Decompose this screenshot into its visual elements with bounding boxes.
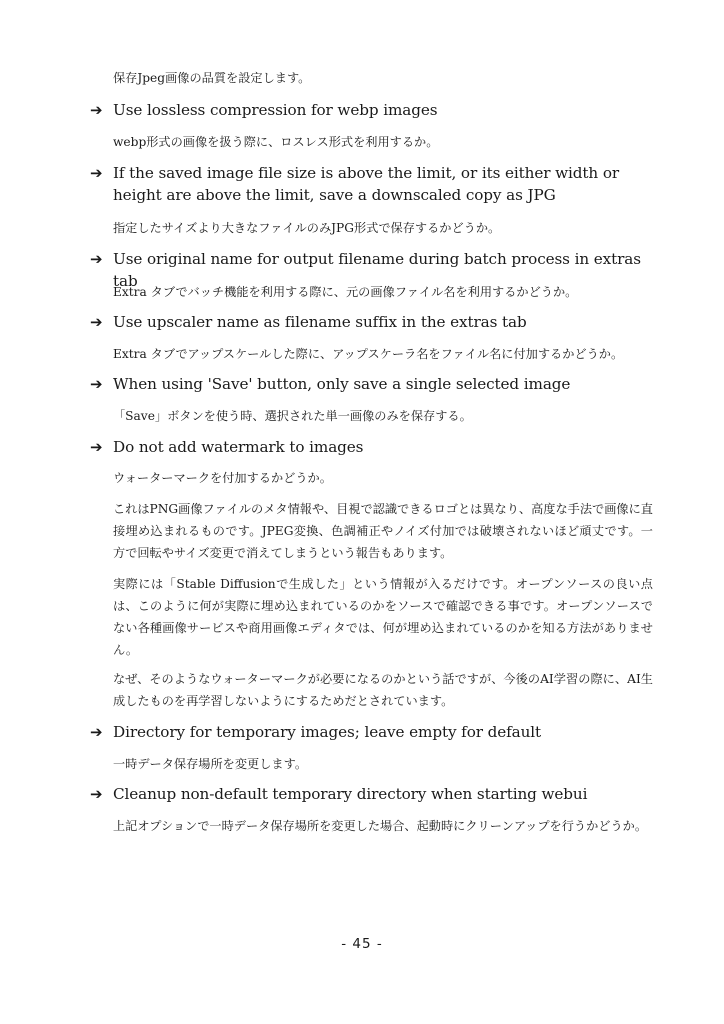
body-paragraph: なぜ、そのようなウォーターマークが必要になるのかという話ですが、今後のAI学習の際に、AI生成したものを再学習しないようにするためだとされています。 bbox=[113, 672, 653, 708]
item-description: 指定したサイズより大きなファイルのみJPG形式で保存するかどうか。 bbox=[113, 221, 501, 235]
item-title: When using 'Save' button, only save a single selected image bbox=[113, 375, 571, 393]
item-title: Use lossless compression for webp images bbox=[113, 101, 438, 119]
arrow-right-icon: ➔ bbox=[90, 438, 103, 456]
item-title: Do not add watermark to images bbox=[113, 438, 364, 456]
item-description: 一時データ保存場所を変更します。 bbox=[113, 757, 308, 771]
item-title: Cleanup non-default temporary directory when starting webui bbox=[113, 785, 588, 803]
intro-text: 保存Jpeg画像の品質を設定します。 bbox=[113, 71, 311, 85]
item-title: Directory for temporary images; leave empty for default bbox=[113, 723, 542, 741]
page-number: - 45 - bbox=[341, 936, 383, 952]
arrow-right-icon: ➔ bbox=[90, 250, 103, 268]
list-item bbox=[90, 436, 655, 458]
arrow-right-icon: ➔ bbox=[90, 101, 103, 119]
list-item bbox=[90, 783, 655, 805]
item-description: 上記オプションで一時データ保存場所を変更した場合、起動時にクリーンアップを行うかどうか。 bbox=[113, 819, 648, 833]
body-paragraph: 実際には「Stable Diffusionで生成した」という情報が入るだけです。オープンソースの良い点は、このように何が実際に埋め込まれているのかをソースで確認できる事です。オープンソースでない各種画像サービスや商用画像エディタでは、何が埋め込まれているのかを知る方法がありません。 bbox=[113, 577, 653, 657]
list-item bbox=[90, 311, 655, 333]
arrow-right-icon: ➔ bbox=[90, 723, 103, 741]
item-title: If the saved image file size is above the limit, or its either width or height are above the limit, save a downscaled copy as JPG bbox=[113, 164, 620, 204]
item-title: Use upscaler name as filename suffix in the extras tab bbox=[113, 313, 527, 331]
list-item bbox=[90, 99, 655, 121]
item-description: Extra タブでバッチ機能を利用する際に、元の画像ファイル名を利用するかどうか。 bbox=[113, 285, 578, 299]
list-item bbox=[90, 721, 655, 743]
body-paragraph: これはPNG画像ファイルのメタ情報や、目視で認識できるロゴとは異なり、高度な手法で画像に直接埋め込まれるものです。JPEG変換、色調補正やノイズ付加では破壊されないほど頑丈です。一方で回転やサイズ変更で消えてしまうという報告もあります。 bbox=[113, 502, 653, 560]
arrow-right-icon: ➔ bbox=[90, 313, 103, 331]
list-item bbox=[90, 373, 655, 395]
arrow-right-icon: ➔ bbox=[90, 164, 103, 182]
arrow-right-icon: ➔ bbox=[90, 785, 103, 803]
item-description: webp形式の画像を扱う際に、ロスレス形式を利用するか。 bbox=[113, 135, 439, 149]
item-description: 「Save」ボタンを使う時、選択された単一画像のみを保存する。 bbox=[113, 409, 472, 423]
item-title: Use original name for output filename during batch process in extras tab bbox=[113, 250, 641, 290]
item-description: Extra タブでアップスケールした際に、アップスケーラ名をファイル名に付加するかどうか。 bbox=[113, 347, 624, 361]
arrow-right-icon: ➔ bbox=[90, 375, 103, 393]
list-item bbox=[90, 162, 655, 206]
item-description: ウォーターマークを付加するかどうか。 bbox=[113, 471, 332, 485]
